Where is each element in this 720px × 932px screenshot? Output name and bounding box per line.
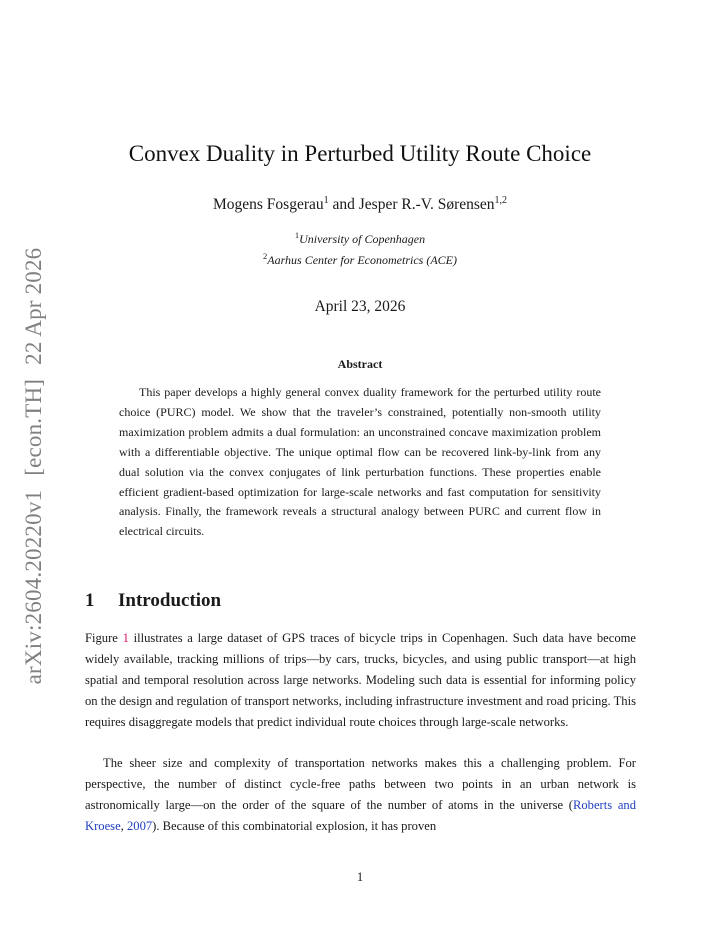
arxiv-sidebar-stamp (0, 0, 70, 932)
affiliation-1 (0, 230, 720, 247)
paper-title: Convex Duality in Perturbed Utility Route Choice (128, 141, 592, 166)
author-list (0, 195, 720, 214)
affiliation-name: Aarhus Center for Econometrics (ACE) (267, 253, 457, 267)
author-name: Mogens Fosgerau (212, 196, 324, 213)
paper-date: April 23, 2026 (314, 298, 406, 315)
citation-year-link[interactable]: 2007 (126, 818, 153, 833)
section-title: Introduction (118, 590, 222, 611)
figure-reference-link[interactable]: 1 (122, 631, 129, 645)
abstract-body: This paper develops a highly general convex duality framework for the perturbed utility route choice (PURC) model. We show that the traveler’s constrained, potentially non-smooth utility maximization problem admits a dual formulation: an unconstrained concave maximization problem with a differentiable objective. The unique optimal flow can be recovered link-by-link from any dual solution via the convex conjugates of link perturbation functions. These properties enable efficient gradient-based optimization for large-scale networks and fast computation for sensitivity analysis. Finally, the framework reveals a structural analogy between PURC and current flow in electrical circuits. (119, 385, 601, 539)
author-name: Jesper R.-V. Sørensen (358, 196, 495, 213)
author-conjunction: and (328, 196, 359, 213)
arxiv-id[interactable]: arXiv:2604.20220v1 (21, 489, 46, 685)
section-heading-introduction (85, 590, 221, 612)
author-affiliation-mark: 1 (323, 195, 329, 206)
paragraph-text: illustrates a large dataset of GPS traces of bicycle trips in Copenhagen. Such data have become widely available, tracking millions of trips—by cars, trucks, bicycles, and using public transport—at high spatial and temporal resolution across large networks. Modeling such data is essential for informing policy on the design and regulation of transport networks, including infrastructure investment and road pricing. This requires disaggregate models that predict individual route choices through large-scale networks. (85, 631, 637, 729)
arxiv-category: [econ.TH] (21, 378, 46, 476)
paragraph-text: Figure (85, 631, 123, 645)
paragraph-text: ). Because of this combinatorial explosion, it has proven (152, 818, 437, 833)
affiliation-2 (0, 251, 720, 268)
page-number: 1 (356, 870, 364, 884)
author-affiliation-mark: 1,2 (494, 195, 508, 206)
affiliation-mark: 2 (262, 251, 268, 261)
body-paragraph (85, 628, 636, 733)
citation-link[interactable]: Roberts and Kroese (85, 797, 637, 833)
section-number: 1 (85, 590, 95, 611)
abstract-heading: Abstract (337, 357, 383, 371)
paragraph-text: The sheer size and complexity of transportation networks makes this a challenging problem. For perspective, the number of distinct cycle-free paths between two points in an urban network is astronomically large—on the order of the square of the number of atoms in the universe ( (85, 756, 636, 812)
citation-separator: , (120, 818, 127, 833)
affiliation-name: University of Copenhagen (299, 232, 426, 246)
arxiv-date: 22 Apr 2026 (21, 247, 46, 365)
affiliation-mark: 1 (294, 230, 300, 240)
body-paragraph (85, 753, 636, 837)
